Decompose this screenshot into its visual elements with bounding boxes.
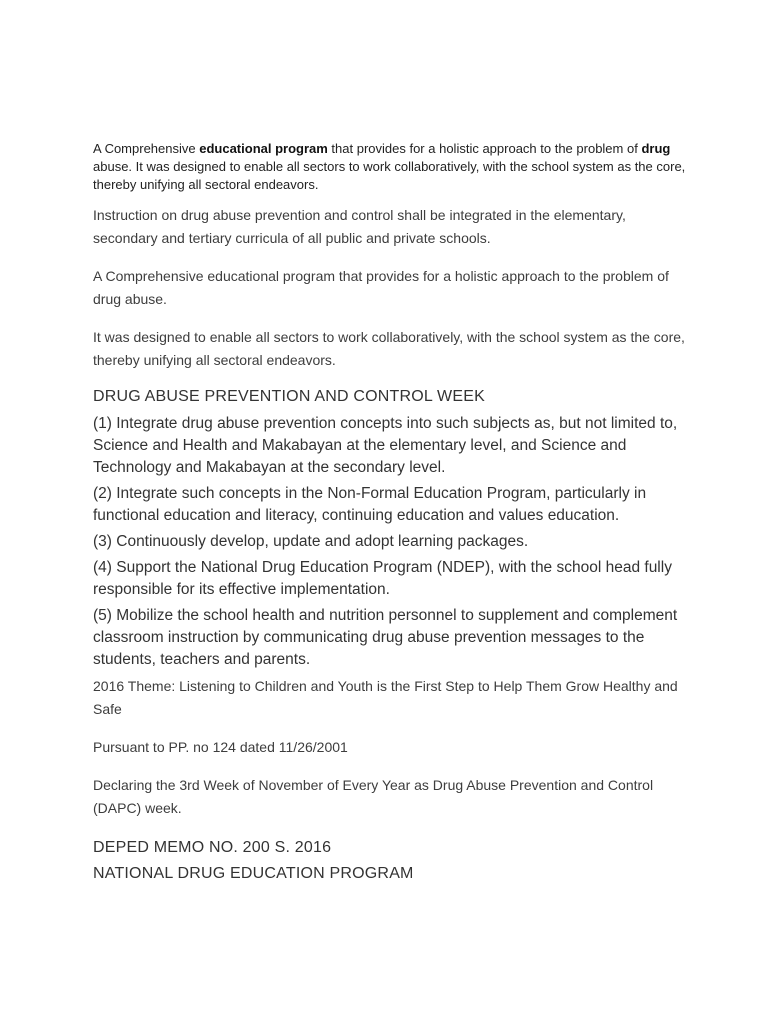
list-item: (2) Integrate such concepts in the Non-Formal Education Program, particularly in functional education and literacy, continuing education and values education. xyxy=(93,485,647,524)
declaring-paragraph: Declaring the 3rd Week of November of Every Year as Drug Abuse Prevention and Control (DAPC) week. xyxy=(93,777,654,816)
pursuant-paragraph: Pursuant to PP. no 124 dated 11/26/2001 xyxy=(93,739,348,755)
intro-text-start: A Comprehensive xyxy=(93,141,200,156)
list-item: (1) Integrate drug abuse prevention concepts into such subjects as, but not limited to, Science and Health and Makabayan at the elementary level, and Science and Technology and Makabayan at the secondary level. xyxy=(93,415,678,476)
theme-paragraph: 2016 Theme: Listening to Children and Youth is the First Step to Help Them Grow Healthy and Safe xyxy=(93,678,678,717)
paragraph-instruction: Instruction on drug abuse prevention and control shall be integrated in the elementary, secondary and tertiary curricula of all public and private schools. xyxy=(93,207,626,246)
intro-bold-educational-program: educational program xyxy=(199,141,328,156)
paragraph-sectors: It was designed to enable all sectors to work collaboratively, with the school system as the core, thereby unifying all sectoral endeavors. xyxy=(93,329,685,368)
list-item: (3) Continuously develop, update and adopt learning packages. xyxy=(93,533,529,550)
intro-paragraph xyxy=(93,140,693,194)
list-item: (5) Mobilize the school health and nutrition personnel to supplement and complement classroom instruction by communicating drug abuse prevention messages to the students, teachers and parents. xyxy=(93,607,678,668)
program-heading: NATIONAL DRUG EDUCATION PROGRAM xyxy=(93,865,414,882)
intro-text-end: abuse. It was designed to enable all sectors to work collaboratively, with the school system as the core, thereby unifying all sectoral endeavors. xyxy=(93,159,686,192)
memo-heading: DEPED MEMO NO. 200 S. 2016 xyxy=(93,839,332,856)
intro-text-middle: that provides for a holistic approach to the problem of xyxy=(327,141,642,156)
intro-bold-drug: drug xyxy=(641,141,671,156)
list-item: (4) Support the National Drug Education Program (NDEP), with the school head fully responsible for its effective implementation. xyxy=(93,559,672,598)
week-heading: DRUG ABUSE PREVENTION AND CONTROL WEEK xyxy=(93,388,485,405)
paragraph-comprehensive-program: A Comprehensive educational program that provides for a holistic approach to the problem of drug abuse. xyxy=(93,268,669,307)
document-page xyxy=(93,140,693,887)
